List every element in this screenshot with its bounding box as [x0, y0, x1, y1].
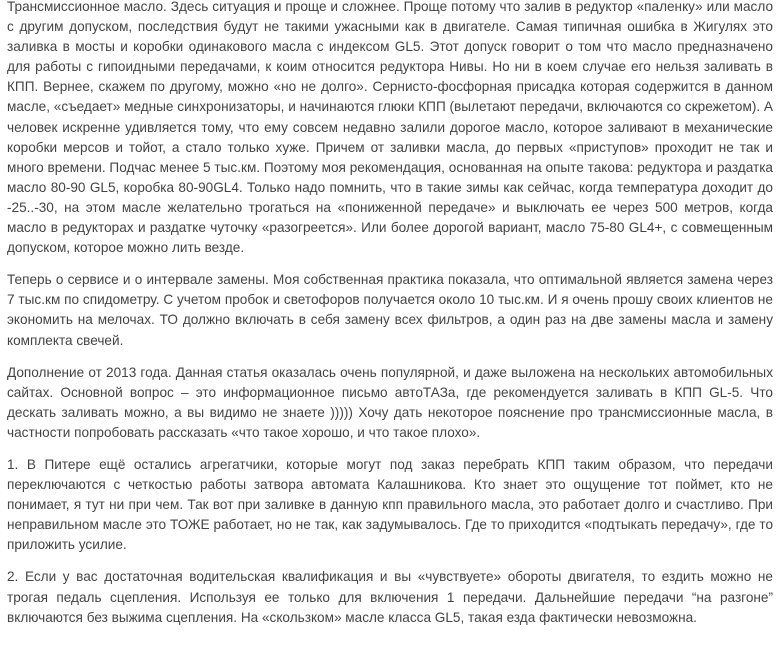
paragraph-point-1: 1. В Питере ещё остались агрегатчики, которые могут под заказ перебрать КПП таким образом, что передачи переключаются с четкостью работы затвора автомата Калашникова. Кто знает это ощущение тот поймет, кто не понимает, я тут ни при чем. Так вот при заливке в данную кпп правильного масла, это работает долго и счастливо. При неправильном масле это ТОЖЕ работает, но не так, как задумывалось. Где то приходится «подтыкать передачу», где то приложить усилие.: [7, 456, 773, 553]
paragraph-addendum-2013: Дополнение от 2013 года. Данная статья оказалась очень популярной, и даже выложена на нескольких автомобильных сайтах. Основной вопрос – это информационное письмо автоТАЗа, где рекомендуется заливать в КПП GL-5. Что дескать заливать можно, а вы видимо не знаете ))))) Хочу дать некоторое пояснение про трансмиссионные масла, в частности попробовать рассказать «что такое хорошо, и что такое плохо».: [7, 364, 773, 440]
article-body: [7, 0, 773, 640]
paragraph-transmission-oil: Трансмиссионное масло. Здесь ситуация и проще и сложнее. Проще потому что залив в редуктор «паленку» или масло с другим допуском, последствия будут не такими ужасными как в двигателе. Самая типичная ошибка в Жигулях это заливка в мосты и коробки одинакового масла с индексом GL5. Этот допуск говорит о том что масло предназначено для работы с гипоидными передачами, к коим относится редуктора Нивы. Но ни в коем случае его нельзя заливать в КПП. Вернее, скажем по другому, можно «но не долго». Сернисто-фосфорная присадка которая содержится в данном масле, «съедает» медные синхронизаторы, и начинаются глюки КПП (вылетают передачи, включаются со скрежетом). А человек искренне удивляется тому, что ему совсем недавно залили дорогое масло, которое заливают в механические коробки мерсов и тойот, а стало только хуже. Причем от заливки масла, до первых «приступов» проходит не так и много времени. Подчас менее 5 тыс.км. Поэтому моя рекомендация, основанная на опыте такова: редуктора и раздатка масло 80-90 GL5, коробка 80-90GL4. Только надо помнить, что в такие зимы как сейчас, когда температура доходит до -25..-30, на этом масле желательно трогаться на «пониженной передаче» и выключать ее через 500 метров, когда масло в редукторах и раздатке чуточку «разогреется». Или более дорогой вариант, масло 75-80 GL4+, с совмещенным допуском, которое можно лить везде.: [7, 0, 773, 256]
paragraph-service-interval: Теперь о сервисе и о интервале замены. Моя собственная практика показала, что оптимальной является замена через 7 тыс.км по спидометру. С учетом пробок и светофоров получается около 10 тыс.км. И я очень прошу своих клиентов не экономить на мелочах. ТО должно включать в себя замену всех фильтров, а один раз на две замены масла и замену комплекта свечей.: [7, 272, 773, 348]
paragraph-point-2: 2. Если у вас достаточная водительская квалификация и вы «чувствуете» обороты двигателя, то ездить можно не трогая педаль сцепления. Используя ее только для включения 1 передачи. Дальнейшие передачи “на разгоне” включаются без выжима сцепления. На «скользком» масле класса GL5, такая езда фактически невозможна.: [7, 569, 773, 625]
